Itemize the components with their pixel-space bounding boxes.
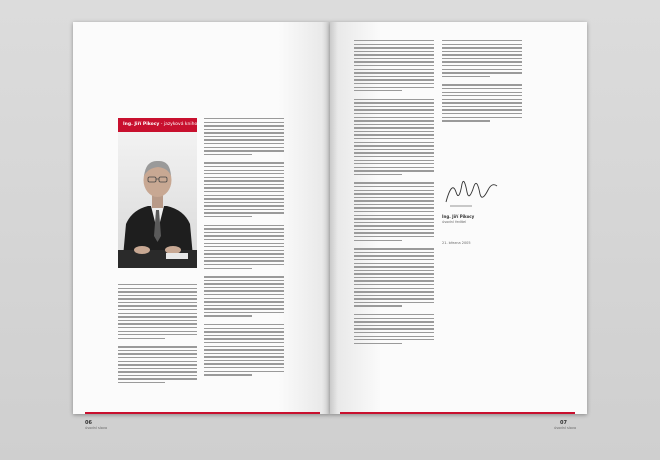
right-page [330,22,587,430]
caption-role: - jazyková knihovn [159,122,203,127]
signature-name: Ing. Jiří Pikocy [442,214,475,219]
left-page-number: 06 [85,420,92,426]
handwritten-signature [442,172,502,212]
left-footer-rule [85,412,320,414]
caption-bar [118,118,203,132]
signature-role: úvodní ředitel [442,220,467,224]
caption-name: Ing. Jiří Pikocy [123,122,160,127]
portrait-block [118,118,203,268]
left-col-a [118,284,197,386]
right-col-b [442,40,522,124]
right-footer-rule [340,412,575,414]
left-page-label: úvodní slovo [85,426,108,430]
book-gutter [322,22,338,414]
portrait-caption [123,121,203,129]
signature-date: 21. března 2005 [442,241,471,245]
right-col-a [354,40,434,346]
signature-block [442,172,502,245]
left-col-b [204,118,284,378]
portrait-photo [118,132,197,268]
right-page-label: úvodní slovo [554,426,577,430]
left-page [73,22,330,430]
right-page-number: 07 [560,420,567,426]
